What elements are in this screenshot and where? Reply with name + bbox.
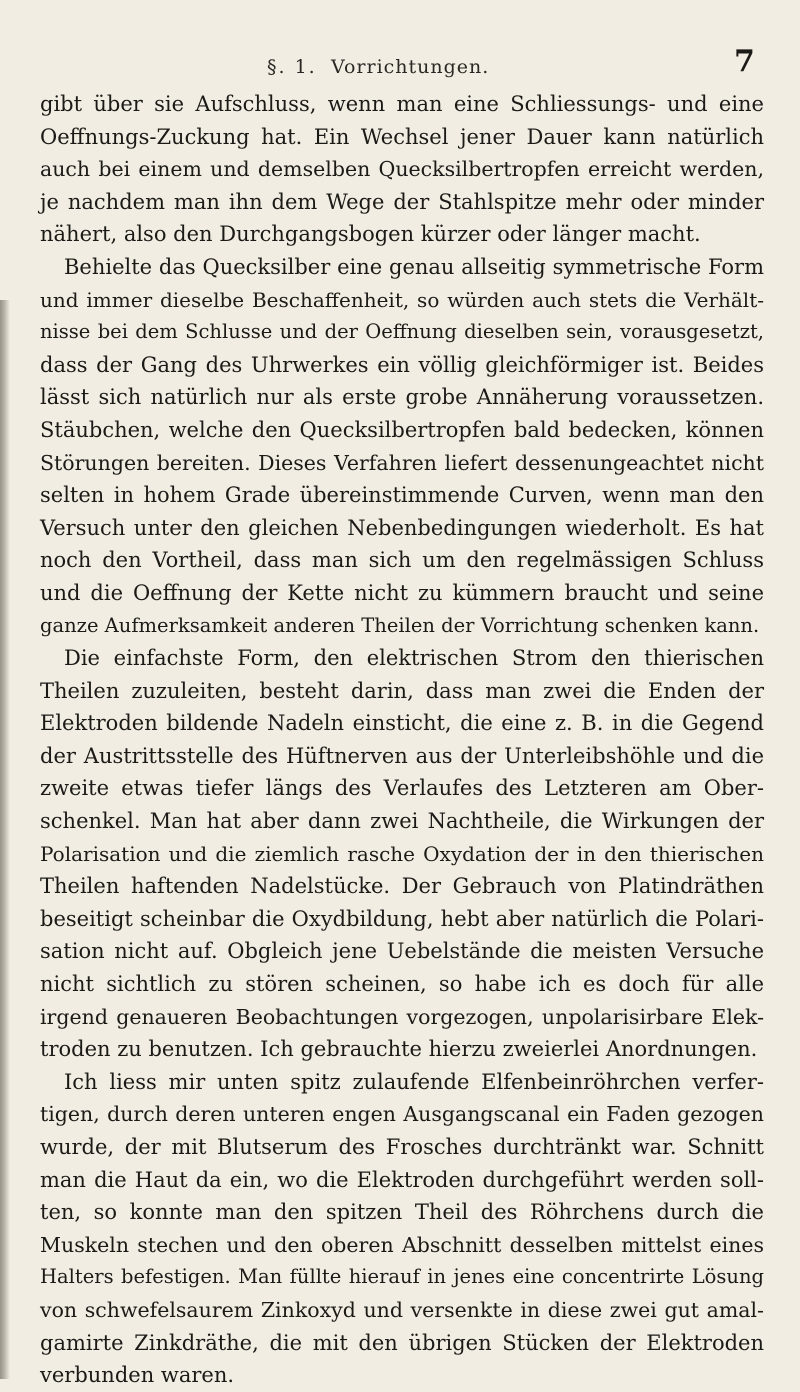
text-line: selten in hohem Grade übereinstimmende Curven, wenn man den — [40, 483, 764, 508]
text-line: Versuch unter den gleichen Nebenbedingungen wiederholt. Es hat — [40, 515, 764, 540]
page-binding-shadow — [0, 300, 10, 1379]
text-line: verbunden waren. — [40, 1363, 235, 1388]
text-line: schenkel. Man hat aber dann zwei Nachtheile, die Wirkungen der — [40, 809, 764, 834]
text-line: lässt sich natürlich nur als erste grobe Annäherung voraussetzen. — [40, 385, 764, 410]
text-line: Elektroden bildende Nadeln einsticht, die eine z. B. in die Gegend — [40, 711, 764, 736]
text-line: gamirte Zinkdräthe, die mit den übrigen Stücken der Elektroden — [40, 1330, 764, 1355]
text-line: wurde, der mit Blutserum des Frosches durchtränkt war. Schnitt — [40, 1135, 764, 1159]
text-line: zweite etwas tiefer längs des Verlaufes des Letzteren am Ober- — [40, 776, 764, 801]
text-line: Halters befestigen. Man füllte hierauf in jenes eine concentrirte Lösung — [40, 1265, 764, 1289]
text-line: irgend genaueren Beobachtungen vorgezogen, unpolarisirbare Elek- — [40, 1004, 764, 1029]
text-line: von schwefelsaurem Zinkoxyd und versenkte in diese zwei gut amal- — [40, 1297, 764, 1322]
text-line: tigen, durch deren unteren engen Ausgangscanal ein Faden gezogen — [40, 1102, 764, 1127]
text-line: troden zu benutzen. Ich gebrauchte hierzu zweierlei Anordnungen. — [40, 1037, 758, 1062]
running-header — [0, 38, 800, 78]
text-line: Theilen zuzuleiten, besteht darin, dass man zwei die Enden der — [40, 678, 764, 703]
header-title: Vorrichtungen. — [331, 56, 490, 78]
text-line: dass der Gang des Uhrwerkes ein völlig gleichförmiger ist. Beides — [40, 352, 764, 377]
text-line: ten, so konnte man den spitzen Theil des Röhrchens durch die — [40, 1200, 764, 1225]
text-line: sation nicht auf. Obgleich jene Uebelstände die meisten Versuche — [40, 939, 764, 964]
text-line: beseitigt scheinbar die Oxydbildung, hebt aber natürlich die Polari- — [40, 906, 764, 931]
text-line: Stäubchen, welche den Quecksilbertropfen bald bedecken, können — [40, 417, 764, 442]
text-line: ganze Aufmerksamkeit anderen Theilen der Vorrichtung schenken kann. — [40, 613, 760, 637]
text-line: Theilen haftenden Nadelstücke. Der Gebrauch von Platindräthen — [40, 874, 764, 899]
text-line: gibt über sie Aufschluss, wenn man eine Schliessungs- und eine — [40, 92, 764, 116]
text-line: nisse bei dem Schlusse und der Oeffnung dieselben sein, vorausgesetzt, — [40, 320, 764, 344]
text-line: Störungen bereiten. Dieses Verfahren liefert dessenungeachtet nicht — [40, 450, 764, 475]
text-line: je nachdem man ihn dem Wege der Stahlspitze mehr oder minder — [40, 189, 764, 214]
text-line: der Austrittsstelle des Hüftnerven aus der Unterleibshöhle und die — [40, 743, 764, 768]
text-line: Muskeln stechen und den oberen Abschnitt desselben mittelst eines — [40, 1232, 764, 1257]
text-line: Oeffnungs-Zuckung hat. Ein Wechsel jener Dauer kann natürlich — [40, 124, 764, 149]
text-line: Behielte das Quecksilber eine genau allseitig symmetrische Form — [64, 254, 764, 279]
text-line: und die Oeffnung der Kette nicht zu kümmern braucht und seine — [40, 580, 764, 605]
text-body — [40, 88, 764, 1392]
text-line: nähert, also den Durchgangsbogen kürzer oder länger macht. — [40, 222, 701, 247]
text-line: und immer dieselbe Beschaffenheit, so würden auch stets die Verhält- — [40, 287, 764, 312]
text-line: Die einfachste Form, den elektrischen Strom den thierischen — [64, 646, 764, 671]
text-line: nicht sichtlich zu stören scheinen, so habe ich es doch für alle — [40, 972, 764, 997]
text-line: noch den Vortheil, dass man sich um den regelmässigen Schluss — [40, 548, 764, 573]
text-line: Ich liess mir unten spitz zulaufende Elfenbeinröhrchen verfer- — [64, 1069, 764, 1094]
section-mark: §. 1. — [267, 56, 317, 78]
page-number: 7 — [734, 44, 755, 79]
text-line: Polarisation und die ziemlich rasche Oxydation der in den thierischen — [40, 841, 764, 866]
text-line: auch bei einem und demselben Quecksilbertropfen erreicht werden, — [40, 157, 764, 182]
text-line: man die Haut da ein, wo die Elektroden durchgeführt werden soll- — [40, 1167, 764, 1192]
